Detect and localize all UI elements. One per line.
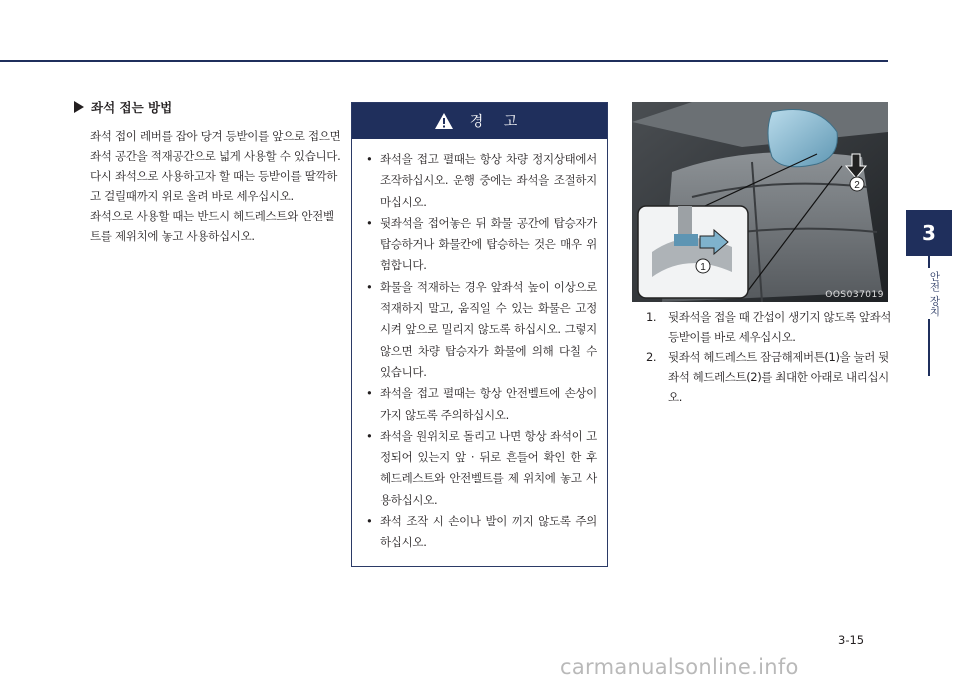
warning-header bbox=[352, 103, 607, 139]
warning-item: • 좌석 조작 시 손이나 발이 끼지 않도록 주의하십시오. bbox=[366, 511, 597, 554]
step-item bbox=[646, 307, 892, 347]
warning-title: 경 고 bbox=[469, 114, 526, 130]
top-rule bbox=[0, 60, 888, 62]
step-number: 1. bbox=[646, 310, 657, 324]
callout-2-label: 2 bbox=[854, 180, 860, 191]
triangle-bullet-icon bbox=[74, 101, 84, 113]
watermark: carmanualsonline.info bbox=[560, 655, 799, 679]
chapter-label bbox=[902, 268, 956, 319]
section-body bbox=[90, 126, 344, 246]
warning-item: • 화물을 적재하는 경우 앞좌석 높이 이상으로 적재하지 말고, 움직일 수 있는 화물은 고정시켜 앞으로 밀리지 않도록 하십시오. 그렇지 않으면 차량 탑승자가 화물에 의해 다칠 수 있습니다. bbox=[366, 277, 597, 383]
warning-item: • 좌석을 접고 펼때는 항상 차량 정지상태에서 조작하십시오. 운행 중에는 좌석을 조절하지 마십시오. bbox=[366, 149, 597, 213]
callout-1-label: 1 bbox=[700, 262, 706, 273]
folding-section bbox=[74, 98, 344, 246]
step-text: 뒷좌석을 접을 때 간섭이 생기지 않도록 앞좌석 등받이를 바로 세우십시오. bbox=[668, 310, 892, 344]
warning-triangle-icon bbox=[434, 112, 454, 130]
step-list bbox=[646, 307, 892, 407]
step-text: 뒷좌석 헤드레스트 잠금해제버튼(1)을 눌러 뒷좌석 헤드레스트(2)를 최대한 아래로 내리십시오. bbox=[668, 350, 889, 404]
warning-item: • 좌석을 접고 펼때는 항상 안전벨트에 손상이 가지 않도록 주의하십시오. bbox=[366, 383, 597, 426]
section-paragraph: 좌석 접이 레버를 잡아 당겨 등받이를 앞으로 접으면 좌석 공간을 적재공간으로 넓게 사용할 수 있습니다. bbox=[90, 129, 341, 163]
warning-list bbox=[352, 139, 607, 554]
page-number: 3-15 bbox=[838, 633, 865, 647]
rear-seat-drawing bbox=[632, 102, 888, 302]
section-paragraph: 좌석으로 사용할 때는 반드시 헤드레스트와 안전벨트를 제위치에 놓고 사용하십시오. bbox=[90, 209, 334, 243]
warning-box bbox=[351, 102, 608, 567]
chapter-label-text: 안전 장치 bbox=[928, 268, 943, 319]
rear-seat-illustration bbox=[632, 102, 888, 302]
section-title: 좌석 접는 방법 bbox=[91, 100, 173, 115]
section-paragraph: 다시 좌석으로 사용하고자 할 때는 등받이를 딸깍하고 걸릴때까지 위로 올려 바로 세우십시오. bbox=[90, 169, 338, 203]
section-heading bbox=[74, 98, 344, 116]
warning-item: • 뒷좌석을 접어놓은 뒤 화물 공간에 탑승자가 탑승하거나 화물칸에 탑승하는 것은 매우 위험합니다. bbox=[366, 213, 597, 277]
step-number: 2. bbox=[646, 350, 657, 364]
warning-item: • 좌석을 원위치로 돌리고 나면 항상 좌석이 고정되어 있는지 앞 · 뒤로 흔들어 확인 한 후 헤드레스트와 안전벨트를 제 위치에 놓고 사용하십시오. bbox=[366, 426, 597, 511]
step-item bbox=[646, 347, 892, 407]
chapter-tab: 3 bbox=[906, 210, 952, 256]
figure-code: OOS037019 bbox=[825, 290, 884, 300]
